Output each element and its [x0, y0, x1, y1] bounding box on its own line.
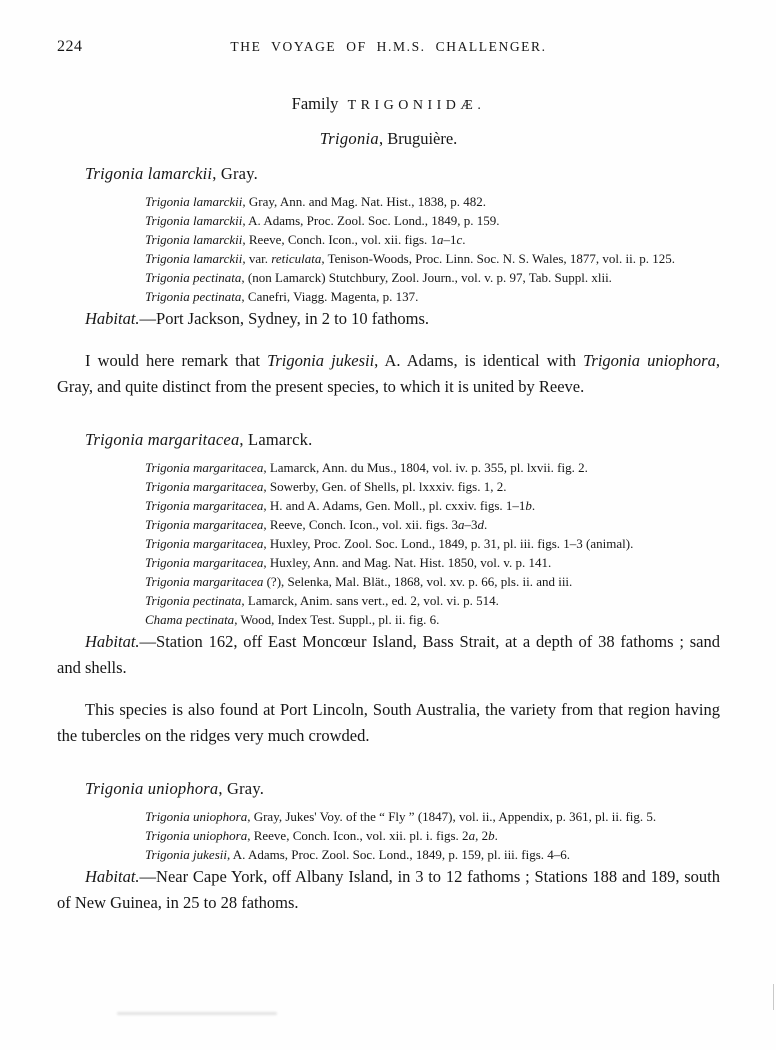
italic-segment: b	[525, 498, 532, 513]
text-segment: , Gray, Ann. and Mag. Nat. Hist., 1838, p. 482.	[242, 194, 486, 209]
text-segment: , Sowerby, Gen. of Shells, pl. lxxxiv. figs. 1, 2.	[263, 479, 507, 494]
italic-segment: Trigonia uniophora	[145, 828, 248, 843]
section-paragraphs	[57, 306, 720, 400]
text-segment: , Lamarck.	[239, 430, 313, 449]
text-segment: , A. Adams, is identical with	[374, 351, 584, 370]
species-section	[57, 779, 720, 916]
text-segment: , Wood, Index Test. Suppl., pl. ii. fig. 6.	[234, 612, 440, 627]
italic-segment: a	[468, 828, 476, 843]
synonymy-entry	[145, 287, 720, 306]
italic-segment: Trigonia margaritacea	[145, 460, 264, 475]
text-segment: , Gray, Jukes' Voy. of the “ Fly ” (1847), vol. ii., Appendix, p. 361, pl. ii. fig. 5.	[247, 809, 657, 824]
page-number: 224	[57, 38, 83, 55]
italic-segment: Trigonia margaritacea	[145, 536, 264, 551]
synonymy-entry	[145, 477, 720, 496]
synonymy-entry	[145, 230, 720, 249]
text-segment: .	[483, 517, 488, 532]
genus-authority: , Bruguière.	[378, 129, 458, 148]
italic-segment: Trigonia lamarckii	[85, 164, 213, 183]
italic-segment: Trigonia lamarckii	[145, 232, 243, 247]
italic-segment: a	[457, 517, 465, 532]
italic-segment: Trigonia pectinata	[145, 270, 242, 285]
text-segment: –3	[464, 517, 478, 532]
text-segment: , Reeve, Conch. Icon., vol. xii. figs. 3	[263, 517, 458, 532]
text-segment: , Lamarck, Ann. du Mus., 1804, vol. iv. p. 355, pl. lxvii. fig. 2.	[263, 460, 588, 475]
page-header	[57, 38, 720, 60]
italic-segment: Trigonia jukesii	[267, 351, 375, 370]
running-header-title: THE VOYAGE OF H.M.S. CHALLENGER.	[230, 39, 547, 54]
italic-segment: Habitat.	[85, 867, 140, 886]
text-segment: , (non Lamarck) Stutchbury, Zool. Journ., vol. v. p. 97, Tab. Suppl. xlii.	[241, 270, 612, 285]
synonymy-entry	[145, 845, 720, 864]
synonymy-list	[145, 192, 720, 306]
genus-name: Trigonia	[319, 129, 379, 148]
family-label: Family	[291, 94, 339, 113]
text-segment: , A. Adams, Proc. Zool. Soc. Lond., 1849, p. 159.	[242, 213, 500, 228]
italic-segment: d	[477, 517, 484, 532]
page-body	[57, 164, 720, 916]
synonymy-entry	[145, 268, 720, 287]
synonymy-entry	[145, 591, 720, 610]
synonymy-entry	[145, 458, 720, 477]
text-segment: , Huxley, Proc. Zool. Soc. Lond., 1849, p. 31, pl. iii. figs. 1–3 (animal).	[263, 536, 634, 551]
family-name: TRIGONIIDÆ.	[347, 98, 486, 113]
italic-segment: b	[488, 828, 495, 843]
scan-artifact-smudge	[117, 1012, 277, 1015]
synonymy-entry	[145, 496, 720, 515]
text-segment: , Gray.	[218, 779, 265, 798]
text-segment: , A. Adams, Proc. Zool. Soc. Lond., 1849, p. 159, pl. iii. figs. 4–6.	[226, 847, 571, 862]
text-segment: I would here remark that	[85, 351, 268, 370]
italic-segment: c	[456, 232, 463, 247]
italic-segment: Habitat.	[85, 309, 140, 328]
text-segment: .	[531, 498, 536, 513]
italic-segment: Habitat.	[85, 632, 140, 651]
italic-segment: Trigonia margaritacea	[145, 517, 264, 532]
synonymy-entry	[145, 807, 720, 826]
synonymy-entry	[145, 211, 720, 230]
scan-artifact-line	[773, 984, 774, 1010]
habitat-paragraph	[57, 864, 720, 916]
text-segment: , Lamarck, Anim. sans vert., ed. 2, vol. vi. p. 514.	[241, 593, 499, 608]
italic-segment: Trigonia pectinata	[145, 593, 242, 608]
text-segment: This species is also found at Port Lincoln, South Australia, the variety from that region having the tubercles on the ridges very much crowded.	[57, 700, 720, 745]
italic-segment: Trigonia margaritacea	[145, 498, 264, 513]
habitat-paragraph	[57, 629, 720, 681]
italic-segment: Trigonia jukesii	[145, 847, 227, 862]
family-heading	[57, 94, 720, 114]
species-heading	[85, 164, 720, 184]
text-segment: .	[462, 232, 466, 247]
italic-segment: Chama pectinata	[145, 612, 235, 627]
synonymy-entry	[145, 249, 720, 268]
genus-heading	[57, 129, 720, 149]
synonymy-list	[145, 807, 720, 864]
text-segment: , Reeve, Conch. Icon., vol. xii. pl. i. figs. 2	[247, 828, 469, 843]
species-section	[57, 164, 720, 400]
section-paragraphs	[57, 864, 720, 916]
italic-segment: Trigonia margaritacea	[145, 555, 264, 570]
italic-segment: Trigonia uniophora	[85, 779, 219, 798]
note-paragraph	[57, 697, 720, 749]
text-segment: , Huxley, Ann. and Mag. Nat. Hist. 1850, vol. v. p. 141.	[263, 555, 552, 570]
text-segment: , var.	[242, 251, 272, 266]
italic-segment: Trigonia lamarckii	[145, 251, 243, 266]
text-segment: , Tenison-Woods, Proc. Linn. Soc. N. S. Wales, 1877, vol. ii. p. 125.	[321, 251, 676, 266]
species-section	[57, 430, 720, 749]
italic-segment: Trigonia margaritacea	[85, 430, 240, 449]
text-segment: .	[494, 828, 498, 843]
italic-segment: Trigonia uniophora	[145, 809, 248, 824]
text-segment: , Canefri, Viagg. Magenta, p. 137.	[241, 289, 419, 304]
italic-segment: reticulata	[271, 251, 322, 266]
synonymy-entry	[145, 610, 720, 629]
italic-segment: Trigonia uniophora	[583, 351, 716, 370]
synonymy-entry	[145, 826, 720, 845]
text-segment: —Port Jackson, Sydney, in 2 to 10 fathoms.	[139, 309, 430, 328]
synonymy-entry	[145, 553, 720, 572]
synonymy-entry	[145, 534, 720, 553]
synonymy-entry	[145, 572, 720, 591]
text-segment: (?), Selenka, Mal. Blät., 1868, vol. xv. p. 66, pls. ii. and iii.	[263, 574, 573, 589]
habitat-paragraph	[57, 306, 720, 332]
italic-segment: Trigonia lamarckii	[145, 194, 243, 209]
italic-segment: Trigonia margaritacea	[145, 479, 264, 494]
species-heading	[85, 430, 720, 450]
synonymy-list	[145, 458, 720, 629]
text-segment: –1	[443, 232, 457, 247]
text-segment: , Gray.	[212, 164, 258, 183]
text-segment: —Station 162, off East Moncœur Island, Bass Strait, at a depth of 38 fathoms ; sand and shells.	[57, 632, 720, 677]
species-heading	[85, 779, 720, 799]
italic-segment: Trigonia lamarckii	[145, 213, 243, 228]
note-paragraph	[57, 348, 720, 400]
synonymy-entry	[145, 192, 720, 211]
italic-segment: Trigonia margaritacea	[145, 574, 264, 589]
text-segment: , Gray, and quite distinct from the present species, to which it is united by Reeve.	[57, 351, 720, 396]
text-segment: , Reeve, Conch. Icon., vol. xii. figs. 1	[242, 232, 437, 247]
synonymy-entry	[145, 515, 720, 534]
text-segment: , H. and A. Adams, Gen. Moll., pl. cxxiv. figs. 1–1	[263, 498, 526, 513]
section-paragraphs	[57, 629, 720, 749]
italic-segment: a	[437, 232, 444, 247]
text-segment: , 2	[475, 828, 489, 843]
text-segment: —Near Cape York, off Albany Island, in 3 to 12 fathoms ; Stations 188 and 189, south of New Guinea, in 25 to 28 fathoms.	[57, 867, 720, 912]
italic-segment: Trigonia pectinata	[145, 289, 242, 304]
